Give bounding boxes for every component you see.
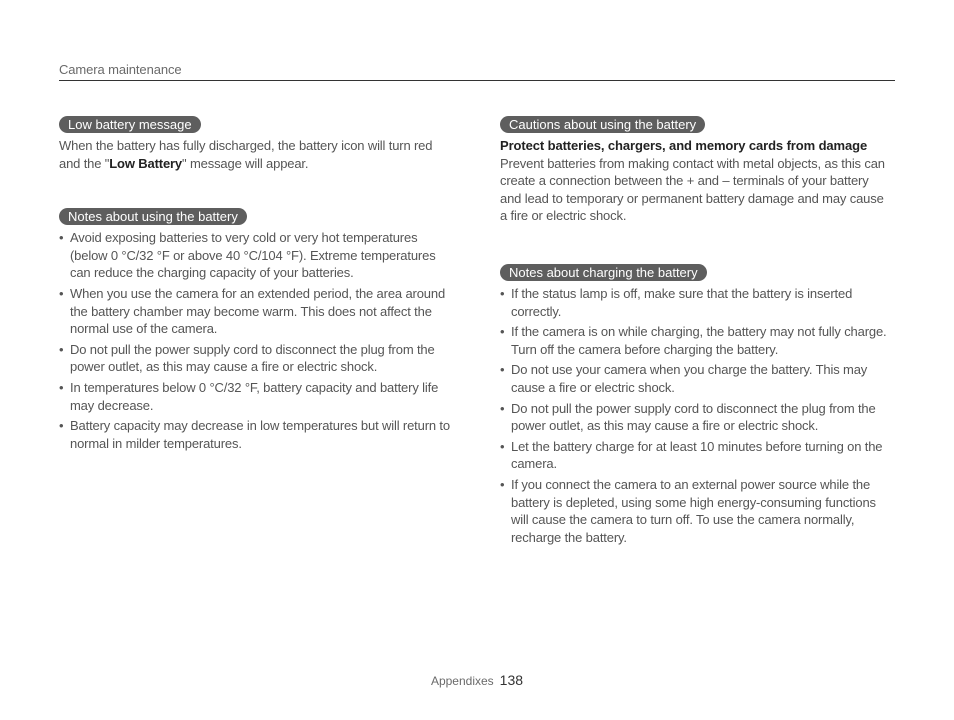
page-header-title: Camera maintenance	[59, 62, 182, 77]
list-item-text: If you connect the camera to an external power source while the battery is depleted, using some high energy-consuming functions will cause the camera to turn off. To use the camera normally, recharge the battery.	[511, 476, 876, 545]
notes-using-heading: Notes about using the battery	[59, 208, 247, 225]
list-item	[59, 417, 451, 452]
low-battery-section	[59, 116, 451, 172]
bullet-icon: •	[500, 285, 505, 301]
bullet-icon: •	[500, 438, 505, 454]
notes-using-list	[59, 229, 451, 452]
spacer	[500, 225, 892, 264]
page-footer	[0, 672, 954, 688]
list-item	[59, 229, 451, 282]
left-column	[59, 116, 451, 455]
cautions-section	[500, 116, 892, 225]
list-item	[500, 285, 892, 320]
bullet-icon: •	[59, 341, 64, 357]
list-item-text: Do not pull the power supply cord to disconnect the plug from the power outlet, as this may cause a fire or electric shock.	[70, 341, 435, 375]
header-divider	[59, 80, 895, 81]
list-item	[500, 438, 892, 473]
notes-charging-heading: Notes about charging the battery	[500, 264, 707, 281]
bullet-icon: •	[59, 285, 64, 301]
page-number: 138	[499, 672, 524, 688]
list-item-text: Battery capacity may decrease in low temperatures but will return to normal in milder temperatures.	[70, 418, 450, 451]
list-item	[500, 476, 892, 546]
bullet-icon: •	[59, 418, 64, 434]
list-item	[59, 379, 451, 414]
cautions-text: Prevent batteries from making contact with metal objects, as this can create a connection between the + and – terminals of your battery and lead to temporary or permanent battery damage and may cause a fire or electric shock.	[500, 155, 885, 224]
list-item	[500, 361, 892, 396]
list-item	[500, 323, 892, 358]
bullet-icon: •	[500, 400, 505, 416]
footer-section-label: Appendixes	[430, 674, 494, 688]
list-item	[500, 400, 892, 435]
cautions-heading: Cautions about using the battery	[500, 116, 705, 133]
bullet-icon: •	[500, 362, 505, 378]
bullet-icon: •	[59, 230, 64, 246]
list-item-text: Let the battery charge for at least 10 minutes before turning on the camera.	[511, 438, 883, 472]
low-battery-text	[59, 137, 451, 172]
notes-using-section	[59, 208, 451, 452]
spacer	[59, 172, 451, 208]
low-battery-text-after: " message will appear.	[182, 155, 309, 171]
low-battery-text-before: When the battery has fully discharged, the battery icon will turn red and the "	[59, 138, 433, 171]
notes-charging-section	[500, 264, 892, 546]
list-item	[59, 341, 451, 376]
low-battery-heading: Low battery message	[59, 116, 201, 133]
bullet-icon: •	[500, 476, 505, 492]
notes-charging-list	[500, 285, 892, 546]
list-item	[59, 285, 451, 338]
bullet-icon: •	[59, 379, 64, 395]
list-item-text: In temperatures below 0 °C/32 °F, battery capacity and battery life may decrease.	[70, 379, 439, 413]
list-item-text: Avoid exposing batteries to very cold or very hot temperatures (below 0 °C/32 °F or above 40 °C/104 °F). Extreme temperatures can reduce the charging capacity of your batteries.	[70, 230, 436, 281]
list-item-text: Do not use your camera when you charge the battery. This may cause a fire or electric shock.	[511, 362, 868, 395]
list-item-text: Do not pull the power supply cord to disconnect the plug from the power outlet, as this may cause a fire or electric shock.	[511, 400, 876, 434]
list-item-text: If the status lamp is off, make sure that the battery is inserted correctly.	[511, 285, 853, 319]
right-column	[500, 116, 892, 549]
list-item-text: When you use the camera for an extended period, the area around the battery chamber may become warm. This does not affect the normal use of the camera.	[70, 285, 446, 337]
cautions-bold-heading: Protect batteries, chargers, and memory cards from damage	[500, 138, 868, 153]
list-item-text: If the camera is on while charging, the battery may not fully charge. Turn off the camera before charging the battery.	[511, 324, 887, 357]
bullet-icon: •	[500, 324, 505, 340]
low-battery-text-bold: Low Battery	[109, 155, 183, 171]
